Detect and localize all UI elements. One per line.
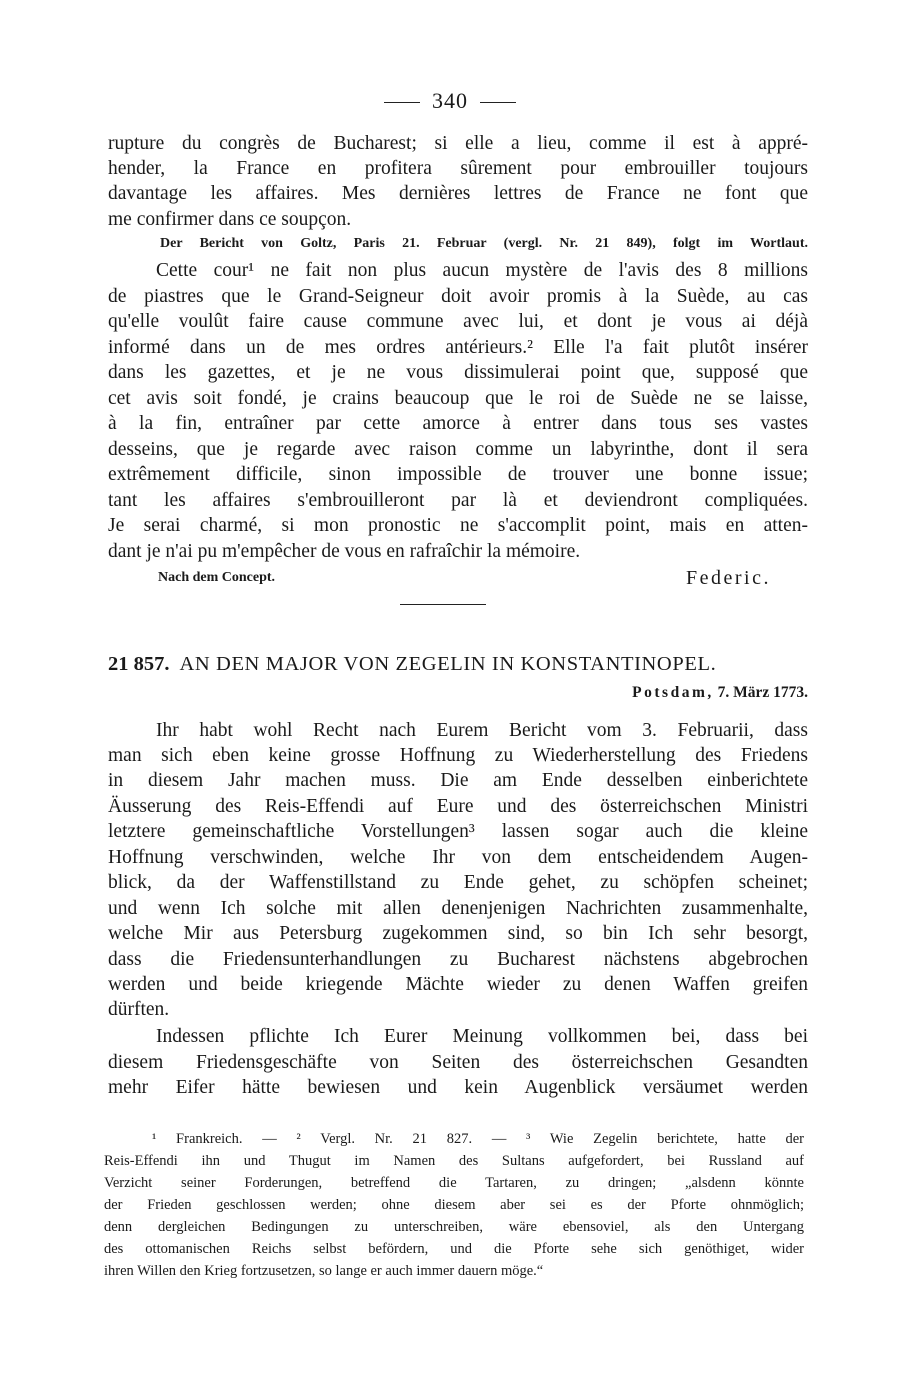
body-line: Hoffnung verschwinden, welche Ihr von dem entscheidendem Augen- [108, 847, 808, 868]
letter-heading [108, 653, 808, 676]
quote-line: à la fin, entraîner par cette amorce à entrer dans tous ses vastes [108, 413, 808, 434]
quote-line: Cette cour¹ ne fait non plus aucun mystère de l'avis des 8 millions [156, 260, 808, 281]
signature: Federic. [686, 567, 771, 589]
dateline-place: Potsdam, [632, 684, 714, 701]
body-line: blick, da der Waffenstillstand zu Ende gehet, zu schöpfen scheinet; [108, 872, 808, 893]
dateline-date: 7. März 1773. [717, 684, 808, 701]
quote-line: cet avis soit fondé, je crains beaucoup que le roi de Suède ne se laisse, [108, 388, 808, 409]
quote-line: dans les gazettes, et je ne vous dissimulerai point que, supposé que [108, 362, 808, 383]
section-divider [400, 604, 486, 605]
quote-line: qu'elle voulût faire cause commune avec lui, et dont je vous ai déjà [108, 311, 808, 332]
letter-number: 21 857. [108, 653, 170, 675]
source-note: Nach dem Concept. [158, 570, 276, 585]
page-number-text: 340 [432, 88, 468, 113]
footnote-line: des ottomanischen Reichs selbst befördern, und die Pforte sehe sich genöthiget, wider [104, 1241, 804, 1257]
footnote-line: der Frieden geschlossen werden; ohne diesem aber sei es der Pforte ohnmöglich; [104, 1197, 804, 1213]
body-line: welche Mir aus Petersburg zugekommen sind, so bin Ich sehr besorgt, [108, 923, 808, 944]
text-line: davantage les affaires. Mes dernières lettres de France ne font que [108, 183, 808, 204]
body-line: und wenn Ich solche mit allen denenjenigen Nachrichten zusammenhalte, [108, 898, 808, 919]
body-line: Äusserung des Reis-Effendi auf Eure und des österreichschen Ministri [108, 796, 808, 817]
body-line: Indessen pflichte Ich Eurer Meinung vollkommen bei, dass bei [156, 1026, 808, 1047]
text-line: rupture du congrès de Bucharest; si elle a lieu, comme il est à appré- [108, 133, 808, 154]
footnote-line: Reis-Effendi ihn und Thugut im Namen des Sultans aufgefordert, bei Russland auf [104, 1153, 804, 1169]
quote-line: Je serai charmé, si mon pronostic ne s'accomplit point, mais en atten- [108, 515, 808, 536]
text-line: hender, la France en profitera sûrement pour embrouiller toujours [108, 158, 808, 179]
body-line: in diesem Jahr machen muss. Die am Ende desselben einberichtete [108, 770, 808, 791]
page-number-dash-left [384, 102, 420, 103]
body-line: dürften. [108, 999, 170, 1020]
quote-line: de piastres que le Grand-Seigneur doit avoir promis à la Suède, au cas [108, 286, 808, 307]
body-line: man sich eben keine grosse Hoffnung zu Wiederherstellung des Friedens [108, 745, 808, 766]
body-line: mehr Eifer hätte bewiesen und kein Augenblick versäumet werden [108, 1077, 808, 1098]
footnote-line: denn dergleichen Bedingungen zu unterschreiben, wäre ebensoviel, als den Untergang [104, 1219, 804, 1235]
footnote-line: Verzicht seiner Forderungen, betreffend die Tartaren, zu dringen; „alsdenn könnte [104, 1175, 804, 1191]
footnote-line: ihren Willen den Krieg fortzusetzen, so lange er auch immer dauern möge.“ [104, 1263, 544, 1279]
quote-line: desseins, que je regarde avec raison comme un labyrinthe, dont il sera [108, 439, 808, 460]
body-line: werden und beide kriegende Mächte wieder zu denen Waffen greifen [108, 974, 808, 995]
body-line: diesem Friedensgeschäfte von Seiten des österreichschen Gesandten [108, 1052, 808, 1073]
quote-line: tant les affaires s'embrouilleront par là et deviendront compliquées. [108, 490, 808, 511]
quote-line: extrêmement difficile, sinon impossible de trouver une bonne issue; [108, 464, 808, 485]
dateline [568, 684, 808, 702]
letter-title: AN DEN MAJOR VON ZEGELIN IN KONSTANTINOPEL. [179, 653, 717, 675]
quote-line: informé dans un de mes ordres antérieurs.² Elle l'a fait plutôt insérer [108, 337, 808, 358]
page-number [0, 88, 900, 114]
page-number-dash-right [480, 102, 516, 103]
text-line: me confirmer dans ce soupçon. [108, 209, 352, 230]
body-line: Ihr habt wohl Recht nach Eurem Bericht vom 3. Februarii, dass [156, 720, 808, 741]
body-line: dass die Friedensunterhandlungen zu Bucharest nächstens abgebrochen [108, 949, 808, 970]
quote-line: dant je n'ai pu m'empêcher de vous en rafraîchir la mémoire. [108, 541, 581, 562]
body-line: letztere gemeinschaftliche Vorstellungen³ lassen sogar auch die kleine [108, 821, 808, 842]
report-note: Der Bericht von Goltz, Paris 21. Februar (vergl. Nr. 21 849), folgt im Wortlaut. [160, 236, 808, 251]
footnote-line: ¹ Frankreich. — ² Vergl. Nr. 21 827. — ³ Wie Zegelin berichtete, hatte der [152, 1131, 804, 1147]
